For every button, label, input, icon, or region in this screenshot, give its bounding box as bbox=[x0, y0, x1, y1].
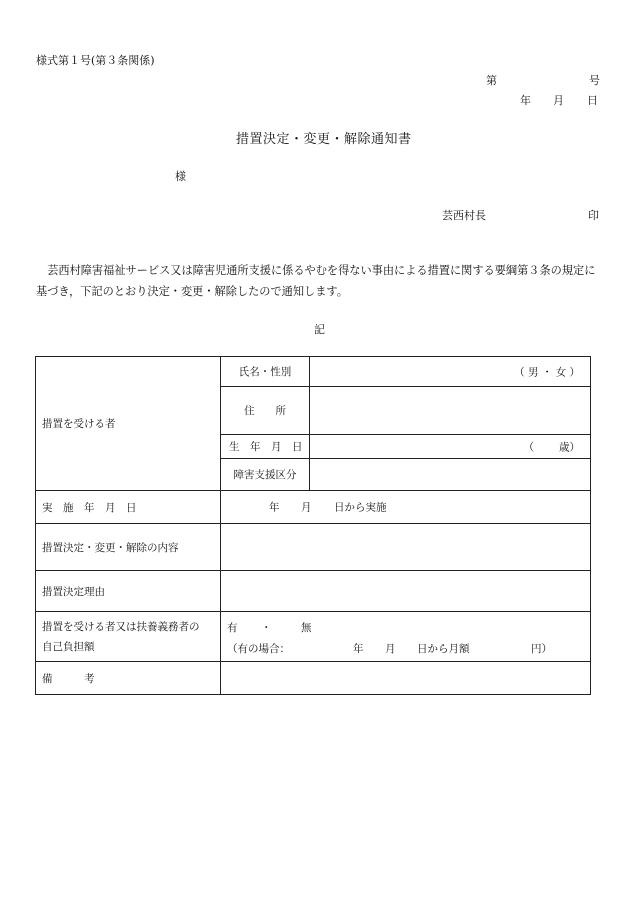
burden-monthly: 日から月額 bbox=[417, 643, 470, 655]
impl-date-field bbox=[221, 491, 591, 524]
age-open: （ bbox=[523, 441, 534, 453]
issuer: 芸西村長 bbox=[442, 209, 486, 222]
burden-field bbox=[221, 612, 591, 662]
burden-label bbox=[36, 612, 221, 662]
remarks-field bbox=[221, 662, 591, 695]
name-gender-field bbox=[310, 357, 591, 387]
number-suffix: 号 bbox=[589, 74, 600, 87]
document-title: 措置決定・変更・解除通知書 bbox=[236, 132, 412, 147]
address-label: 住 所 bbox=[221, 387, 310, 435]
impl-month: 月 bbox=[301, 501, 312, 514]
impl-year: 年 bbox=[269, 501, 280, 514]
age-close: 歳） bbox=[559, 441, 580, 453]
burden-year: 年 bbox=[353, 643, 364, 655]
date-day: 日 bbox=[587, 94, 598, 107]
burden-dot: ・ bbox=[261, 622, 272, 634]
birthdate-field bbox=[310, 435, 591, 459]
notice-table bbox=[35, 356, 591, 695]
subject-label: 措置を受ける者 bbox=[36, 357, 221, 491]
reason-field bbox=[221, 571, 591, 612]
content-label: 措置決定・変更・解除の内容 bbox=[36, 524, 221, 571]
gender-options: （ 男 ・ 女 ） bbox=[514, 366, 580, 378]
number-prefix: 第 bbox=[486, 74, 497, 87]
date-month: 月 bbox=[553, 94, 564, 107]
burden-none: 無 bbox=[301, 622, 312, 634]
name-gender-label: 氏名・性別 bbox=[221, 357, 310, 387]
date-year: 年 bbox=[520, 94, 531, 107]
burden-month: 月 bbox=[385, 643, 396, 655]
burden-if-has: （有の場合： bbox=[227, 643, 290, 655]
remarks-label: 備 考 bbox=[36, 662, 221, 695]
seal: 印 bbox=[588, 209, 599, 222]
address-field bbox=[310, 387, 591, 435]
burden-has: 有 bbox=[227, 622, 238, 634]
recipient-suffix: 様 bbox=[175, 170, 186, 183]
birthdate-label: 生 年 月 日 bbox=[221, 435, 310, 459]
burden-label-line2: 自己負担額 bbox=[42, 640, 95, 653]
impl-day: 日から実施 bbox=[334, 501, 387, 514]
content-field bbox=[221, 524, 591, 571]
body-text: 芸西村障害福祉サービス又は障害児通所支援に係るやむを得ない事由による措置に関する要綱第３条の規定に基づき，下記のとおり決定・変更・解除したので通知します。 bbox=[36, 264, 596, 298]
form-number: 様式第１号(第３条関係) bbox=[36, 54, 155, 67]
burden-yen: 円） bbox=[531, 643, 552, 655]
disability-field bbox=[310, 459, 591, 491]
reason-label: 措置決定理由 bbox=[36, 571, 221, 612]
ki-heading: 記 bbox=[314, 323, 325, 336]
impl-date-label: 実 施 年 月 日 bbox=[36, 491, 221, 524]
burden-label-line1: 措置を受ける者又は扶養義務者の bbox=[42, 620, 200, 633]
disability-label: 障害支援区分 bbox=[221, 459, 310, 491]
